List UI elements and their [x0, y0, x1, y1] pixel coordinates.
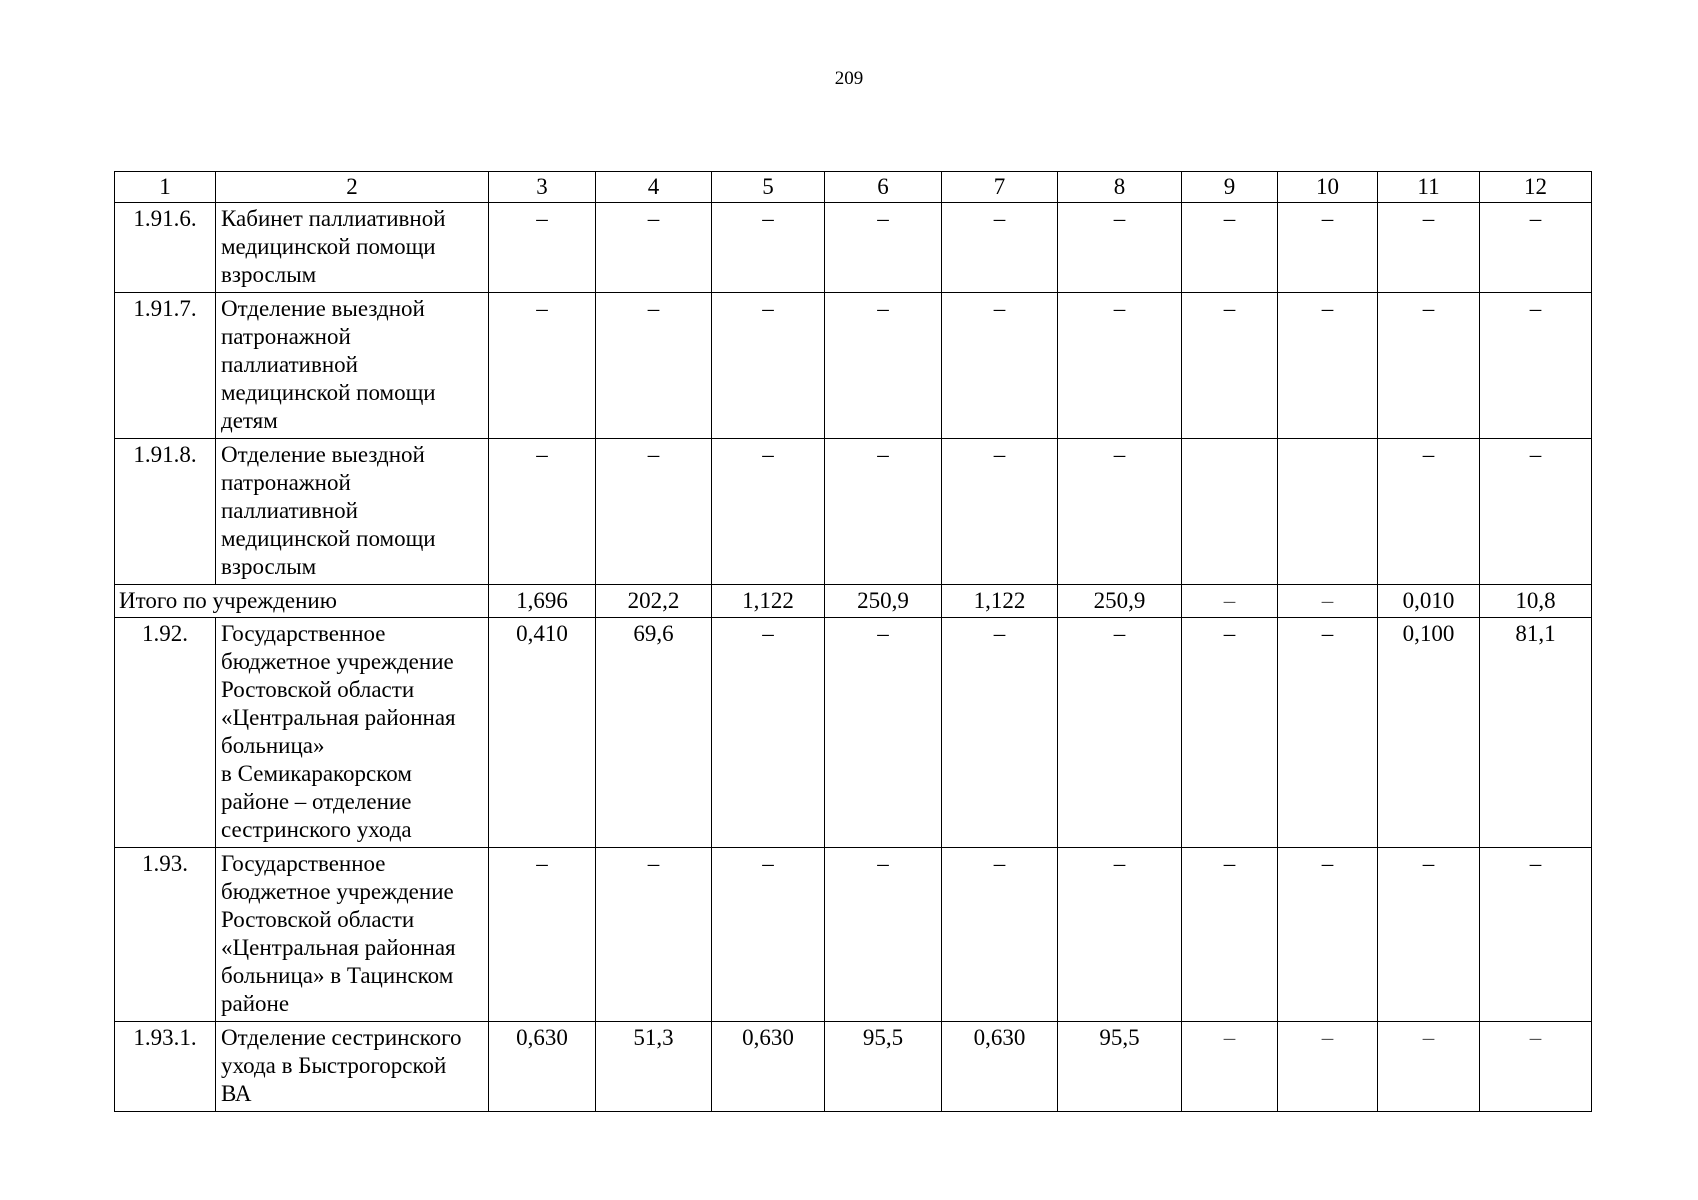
value-cell: –: [1058, 439, 1182, 585]
value-cell: 250,9: [825, 585, 942, 618]
value-cell: –: [489, 203, 596, 293]
page-number: 209: [834, 68, 864, 89]
value-cell: –: [1378, 848, 1480, 1022]
value-cell: –: [1182, 293, 1278, 439]
row-name: Отделение выездной патронажной паллиативной медицинской помощи детям: [216, 293, 489, 439]
value-cell: –: [825, 618, 942, 848]
row-name: Государственное бюджетное учреждение Ростовской области «Центральная районная больница» в Тацинском районе: [216, 848, 489, 1022]
value-cell: –: [712, 203, 825, 293]
value-cell: –: [712, 848, 825, 1022]
column-header: 3: [489, 172, 596, 203]
value-cell: 81,1: [1480, 618, 1592, 848]
value-cell: –: [1480, 203, 1592, 293]
value-cell: –: [942, 439, 1058, 585]
column-header: 7: [942, 172, 1058, 203]
row-code: 1.93.: [115, 848, 216, 1022]
value-cell: 95,5: [1058, 1022, 1182, 1112]
value-cell: 0,630: [942, 1022, 1058, 1112]
value-cell: –: [1182, 203, 1278, 293]
column-header: 4: [596, 172, 712, 203]
value-cell: 0,630: [489, 1022, 596, 1112]
value-cell: –: [1480, 1022, 1592, 1112]
value-cell: –: [1378, 203, 1480, 293]
row-code: 1.91.7.: [115, 293, 216, 439]
value-cell: –: [1278, 585, 1378, 618]
value-cell: 0,410: [489, 618, 596, 848]
value-cell: –: [489, 848, 596, 1022]
value-cell: 1,122: [942, 585, 1058, 618]
value-cell: 95,5: [825, 1022, 942, 1112]
summary-row: [115, 585, 1592, 618]
value-cell: –: [1278, 618, 1378, 848]
row-code: 1.91.8.: [115, 439, 216, 585]
value-cell: –: [596, 439, 712, 585]
table-row: [115, 293, 1592, 439]
value-cell: –: [1058, 848, 1182, 1022]
column-header: 11: [1378, 172, 1480, 203]
value-cell: –: [1058, 293, 1182, 439]
column-header: 8: [1058, 172, 1182, 203]
table-row: [115, 203, 1592, 293]
table-row: [115, 848, 1592, 1022]
value-cell: 1,122: [712, 585, 825, 618]
value-cell: –: [1278, 1022, 1378, 1112]
value-cell: –: [1378, 439, 1480, 585]
value-cell: –: [712, 293, 825, 439]
value-cell: 1,696: [489, 585, 596, 618]
value-cell: –: [1182, 618, 1278, 848]
value-cell: 202,2: [596, 585, 712, 618]
summary-label: Итого по учреждению: [115, 585, 489, 618]
value-cell: –: [1480, 439, 1592, 585]
value-cell: [1278, 439, 1378, 585]
row-code: 1.92.: [115, 618, 216, 848]
value-cell: –: [1058, 203, 1182, 293]
value-cell: –: [712, 618, 825, 848]
value-cell: –: [1480, 848, 1592, 1022]
value-cell: 0,630: [712, 1022, 825, 1112]
value-cell: –: [1182, 848, 1278, 1022]
row-name: Кабинет паллиативной медицинской помощи взрослым: [216, 203, 489, 293]
value-cell: –: [825, 848, 942, 1022]
table-row: [115, 439, 1592, 585]
value-cell: 10,8: [1480, 585, 1592, 618]
value-cell: –: [942, 618, 1058, 848]
column-header: 1: [115, 172, 216, 203]
row-name: Отделение сестринского ухода в Быстрогорской ВА: [216, 1022, 489, 1112]
column-header: 6: [825, 172, 942, 203]
row-code: 1.91.6.: [115, 203, 216, 293]
row-name: Государственное бюджетное учреждение Ростовской области «Центральная районная больница» в Семикаракорском районе – отделение сестринского ухода: [216, 618, 489, 848]
value-cell: –: [825, 293, 942, 439]
column-header: 12: [1480, 172, 1592, 203]
table-row: [115, 1022, 1592, 1112]
value-cell: 69,6: [596, 618, 712, 848]
value-cell: 0,010: [1378, 585, 1480, 618]
column-header: 9: [1182, 172, 1278, 203]
value-cell: –: [1480, 293, 1592, 439]
value-cell: –: [596, 203, 712, 293]
value-cell: –: [489, 293, 596, 439]
value-cell: –: [489, 439, 596, 585]
column-number-row: [115, 172, 1592, 203]
value-cell: –: [825, 203, 942, 293]
data-table: [114, 171, 1592, 1112]
column-header: 2: [216, 172, 489, 203]
value-cell: –: [1278, 848, 1378, 1022]
value-cell: –: [596, 293, 712, 439]
value-cell: –: [596, 848, 712, 1022]
value-cell: 51,3: [596, 1022, 712, 1112]
value-cell: –: [1182, 585, 1278, 618]
row-name: Отделение выездной патронажной паллиативной медицинской помощи взрослым: [216, 439, 489, 585]
value-cell: [1182, 439, 1278, 585]
row-code: 1.93.1.: [115, 1022, 216, 1112]
value-cell: 0,100: [1378, 618, 1480, 848]
value-cell: –: [1378, 1022, 1480, 1112]
value-cell: –: [1278, 293, 1378, 439]
value-cell: –: [825, 439, 942, 585]
value-cell: –: [1378, 293, 1480, 439]
value-cell: –: [1058, 618, 1182, 848]
value-cell: –: [1182, 1022, 1278, 1112]
value-cell: –: [942, 293, 1058, 439]
value-cell: 250,9: [1058, 585, 1182, 618]
value-cell: –: [942, 203, 1058, 293]
column-header: 5: [712, 172, 825, 203]
value-cell: –: [1278, 203, 1378, 293]
value-cell: –: [942, 848, 1058, 1022]
value-cell: –: [712, 439, 825, 585]
column-header: 10: [1278, 172, 1378, 203]
table-row: [115, 618, 1592, 848]
